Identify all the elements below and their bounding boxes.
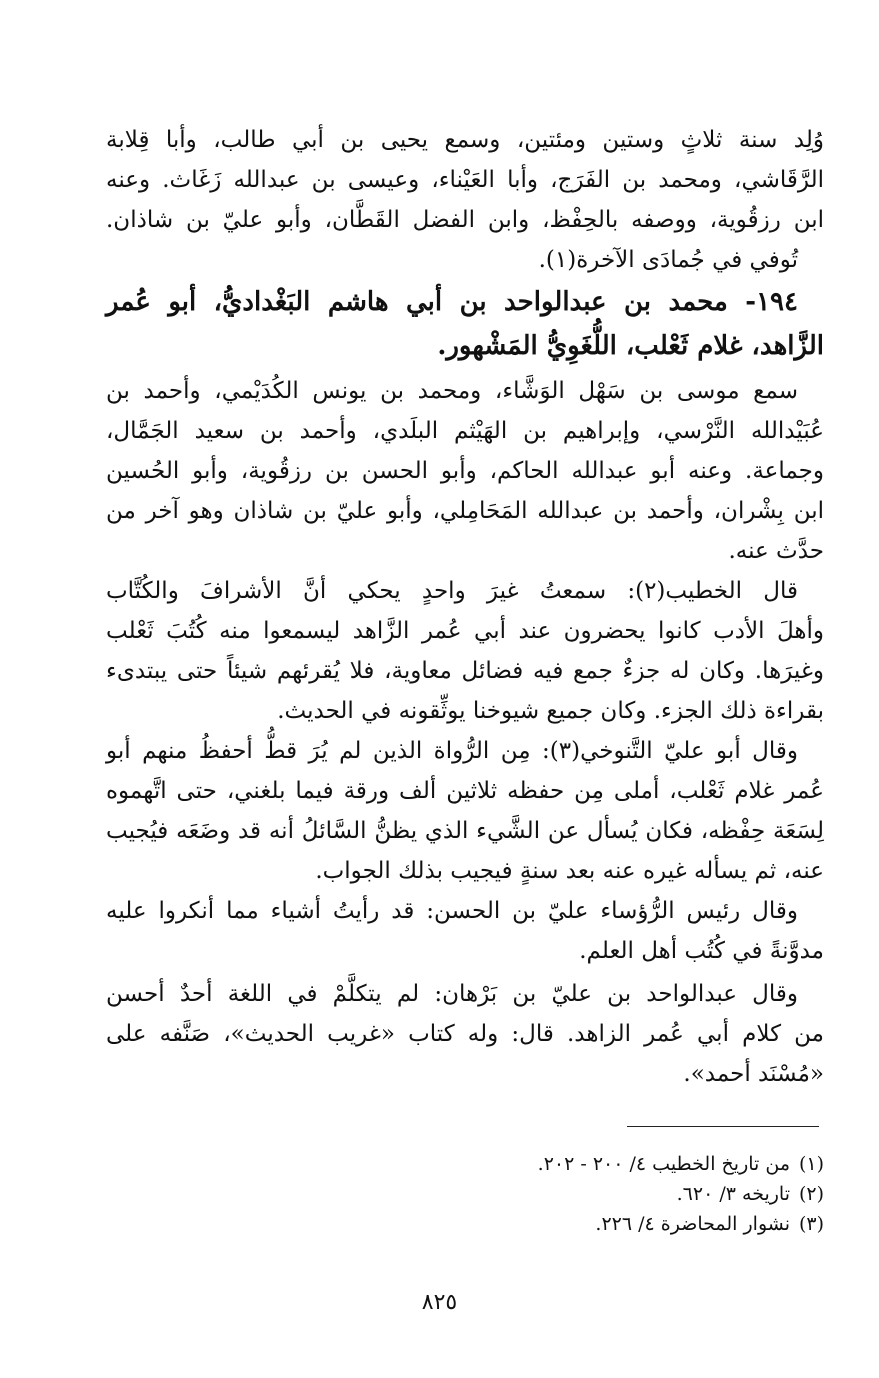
paragraph-4 (106, 731, 824, 891)
heading-line: ١٩٤- محمد بن عبدالواحد بن أبي هاشم البَغْداديُّ، أبو عُمر (106, 287, 798, 317)
paragraph-2 (106, 371, 824, 571)
footnote-divider (627, 1126, 819, 1127)
page-number: ٨٢٥ (421, 1290, 458, 1315)
text-line: عُمر غلام ثَعْلب، أملى مِن حفظه ثلاثين ألف ورقة فيما بلغني، حتى اتَّهموه (106, 778, 824, 804)
text-line: وجماعة. وعنه أبو عبدالله الحاكم، وأبو الحسن بن رزقُوية، وأبو الحُسين (106, 458, 824, 484)
paragraph-5 (106, 891, 824, 971)
text-line: «مُسْنَد أحمد». (683, 1061, 824, 1087)
footnote-1 (300, 1149, 824, 1179)
text-line: مدوَّنةً في كُتُب أهل العلم. (579, 938, 824, 964)
text-line: سمع موسى بن سَهْل الوَشَّاء، ومحمد بن يونس الكُدَيْمي، وأحمد بن (106, 378, 798, 404)
paragraph-6 (106, 974, 824, 1094)
footnote-text: نشوار المحاضرة ٤/ ٢٢٦. (595, 1213, 790, 1235)
main-text (106, 120, 824, 1094)
text-line: تُوفي في جُمادَى الآخرة(١). (538, 247, 798, 273)
text-line: عنه، ثم يسأله غيره عنه بعد سنةٍ فيجيب بذلك الجواب. (315, 858, 824, 884)
footnote-text: من تاريخ الخطيب ٤/ ٢٠٠ - ٢٠٢. (537, 1153, 790, 1175)
paragraph-1 (106, 120, 824, 280)
paragraph-3 (106, 571, 824, 731)
text-line: حدَّث عنه. (728, 538, 824, 564)
footnote-text: تاريخه ٣/ ٦٢٠. (676, 1183, 790, 1205)
text-line: ابن رزقُوية، ووصفه بالحِفْظ، وابن الفضل القَطَّان، وأبو عليّ بن شاذان. (106, 207, 824, 233)
text-line: وُلِد سنة ثلاثٍ وستين ومئتين، وسمع يحيى بن أبي طالب، وأبا قِلابة (106, 127, 824, 153)
footnote-number: (٢) (798, 1183, 824, 1205)
text-line: وأهلَ الأدب كانوا يحضرون عند أبي عُمر الزَّاهد ليسمعوا منه كُتُبَ ثَعْلب (106, 618, 824, 644)
text-line: وغيرَها. وكان له جزءٌ جمع فيه فضائل معاوية، فلا يُقرئهم شيئاً حتى يبتدىء (106, 658, 824, 684)
footnote-number: (١) (798, 1153, 824, 1175)
text-line: الرَّقَاشي، ومحمد بن الفَرَج، وأبا العَيْناء، وعيسى بن عبدالله زَغَاث. وعنه (106, 167, 824, 193)
text-line: قال الخطيب(٢): سمعتُ غيرَ واحدٍ يحكي أنَّ الأشرافَ والكُتَّاب (106, 578, 798, 604)
text-line: وقال أبو عليّ التَّنوخي(٣): مِن الرُّواة الذين لم يُرَ قطُّ أحفظُ منهم أبو (106, 738, 798, 764)
text-line: لِسَعَة حِفْظه، فكان يُسأل عن الشَّيء الذي يظنُّ السَّائلُ أنه قد وضَعَه فيُجيب (106, 818, 824, 844)
text-line: من كلام أبي عُمر الزاهد. قال: وله كتاب «غريب الحديث»، صَنَّفه على (106, 1021, 824, 1047)
footnote-3 (300, 1209, 824, 1239)
text-line: ابن بِشْران، وأحمد بن عبدالله المَحَامِلي، وأبو عليّ بن شاذان وهو آخر من (106, 498, 824, 524)
footnote-number: (٣) (798, 1213, 824, 1235)
footnotes (300, 1149, 824, 1239)
text-line: وقال رئيس الرُّؤساء عليّ بن الحسن: قد رأيتُ أشياء مما أنكروا عليه (106, 898, 798, 924)
text-line: وقال عبدالواحد بن عليّ بن بَرْهان: لم يتكلَّمْ في اللغة أحدٌ أحسن (106, 981, 798, 1007)
text-line: عُبَيْدالله النَّرْسي، وإبراهيم بن الهَيْثم البلَدي، وأحمد بن سعيد الجَمَّال، (106, 418, 824, 444)
footnote-2 (300, 1179, 824, 1209)
heading-line: الزَّاهد، غلام ثَعْلب، اللُّغَوِيُّ المَشْهور. (437, 331, 824, 361)
text-line: بقراءة ذلك الجزء. وكان جميع شيوخنا يوثِّقونه في الحديث. (277, 698, 824, 724)
entry-heading (106, 280, 824, 368)
